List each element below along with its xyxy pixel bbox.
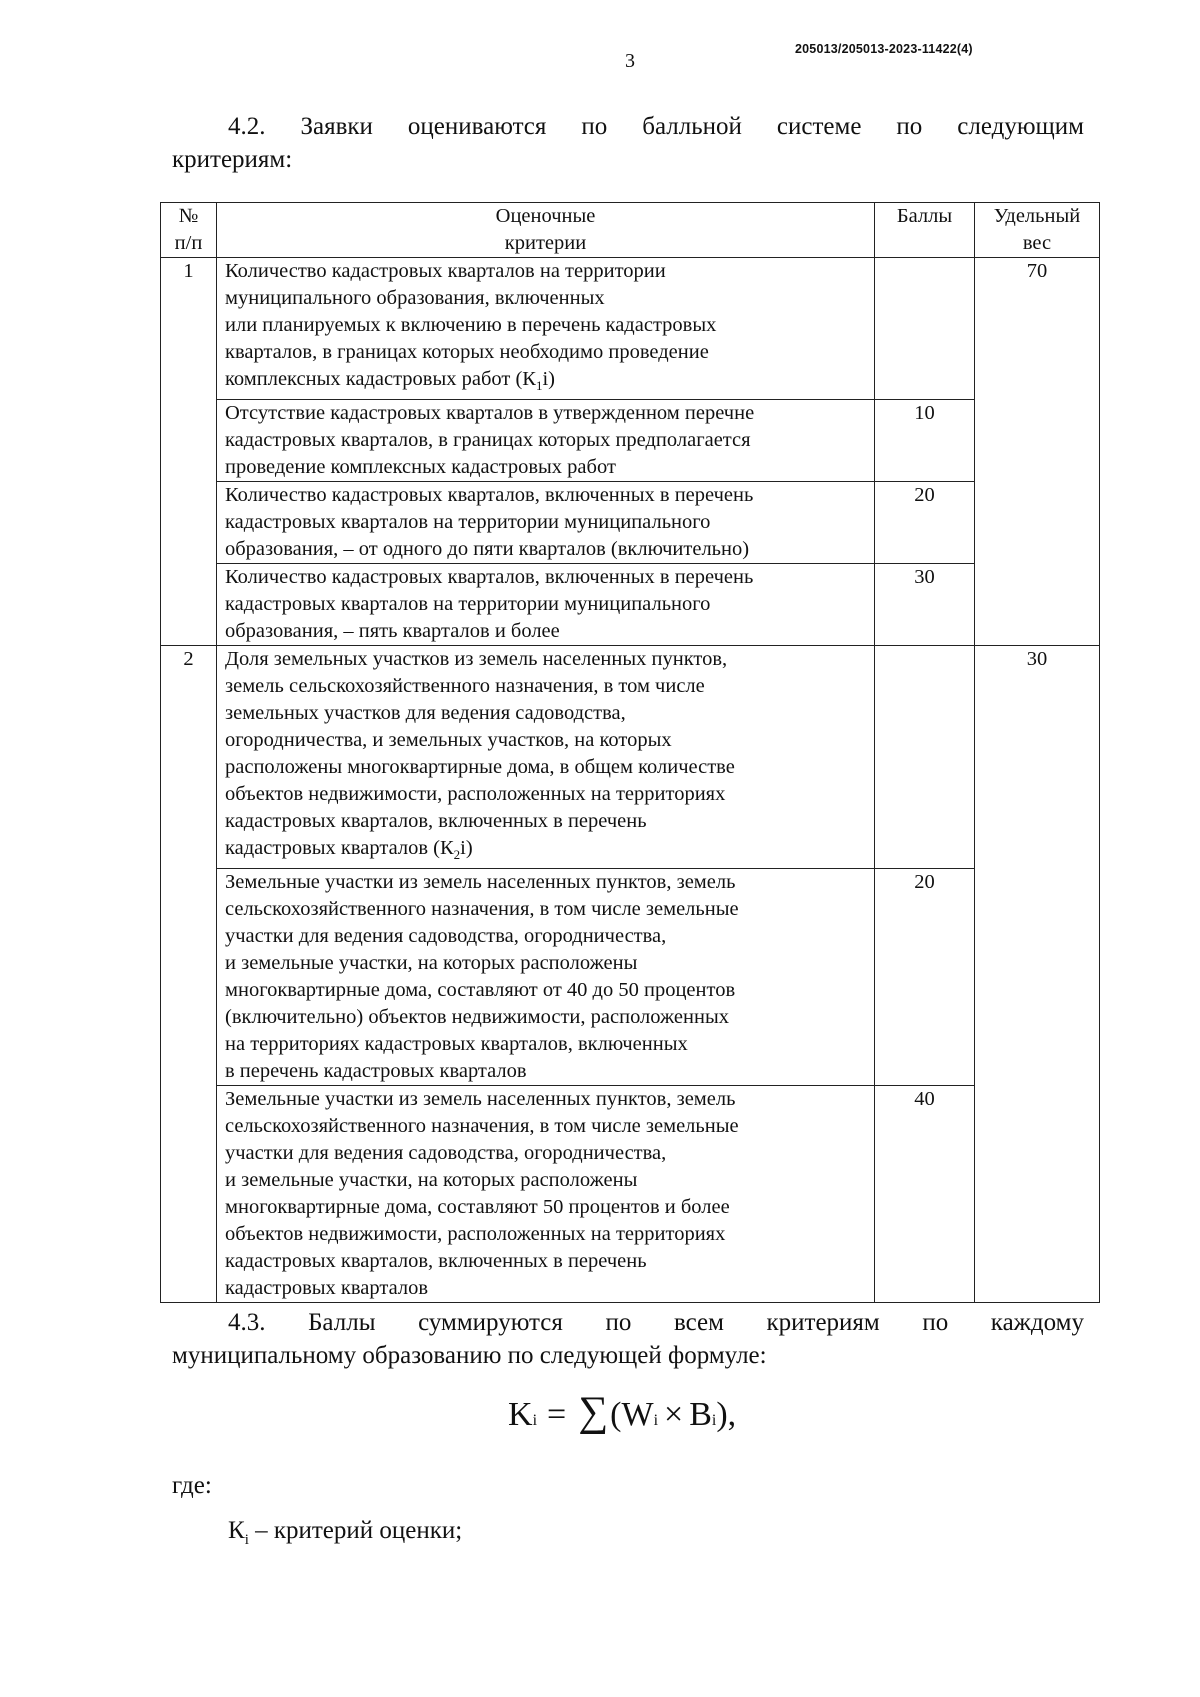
criterion-number: 2 [161,646,217,1303]
header-num: № п/п [161,203,217,258]
sub-criterion-text: Количество кадастровых кварталов, включенных в перечень кадастровых кварталов на территории муниципального образования, – от одного до пяти кварталов (включительно) [217,482,875,564]
criteria-table [160,202,1100,1303]
paragraph-4-2-line-1 [172,110,1084,143]
header-criteria: Оценочные критерии [217,203,875,258]
criterion-points-empty [875,646,975,869]
table-row [161,646,1100,869]
paragraph-4-2-word: Заявки [300,113,373,140]
table-row [161,564,1100,646]
sub-criterion-text: Количество кадастровых кварталов, включенных в перечень кадастровых кварталов на территории муниципального образования, – пять кварталов и более [217,564,875,646]
table-row [161,869,1100,1086]
sub-criterion-text: Земельные участки из земель населенных пунктов, земель сельскохозяйственного назначения, в том числе земельные участки для ведения садоводства, огородничества, и земельные участки, на которых расположены многоквартирные дома, составляют 50 процентов и более объектов недвижимости, расположенных на территориях кадастровых кварталов, включенных в перечень кадастровых кварталов [217,1086,875,1303]
paragraph-4-3-word: по [605,1309,632,1336]
criterion-title-suffix: i) [542,368,556,390]
criterion-number: 1 [161,258,217,646]
paragraph-4-2-word: по [581,113,608,140]
criterion-title [217,646,875,869]
sub-criterion-points: 20 [875,482,975,564]
criterion-weight: 70 [975,258,1100,646]
criterion-title [217,258,875,400]
paragraph-4-2-word: по [896,113,923,140]
formula-equals: = [547,1396,567,1433]
paragraph-4-3-word: критериям [766,1309,880,1336]
sub-criterion-points: 20 [875,869,975,1086]
paragraph-4-2-number: 4.2. [228,113,266,140]
paragraph-4-3-word: всем [673,1309,724,1336]
score-formula [508,1388,736,1436]
header-weight: Удельный вес [975,203,1100,258]
document-id: 205013/205013-2023-11422(4) [795,42,973,56]
criterion-points-empty [875,258,975,400]
formula-w: W [621,1396,654,1433]
table-header-row [161,203,1100,258]
header-points: Баллы [875,203,975,258]
where-label: где: [172,1472,212,1499]
paragraph-4-2-word: оцениваются [407,113,547,140]
paragraph-4-3-word: по [922,1309,949,1336]
table-row [161,400,1100,482]
table-row [161,258,1100,400]
formula-times: × [664,1396,684,1433]
formula-w-sub: i [653,1412,659,1429]
formula-sum-symbol: ∑ [578,1389,609,1435]
paragraph-4-2-word: системе [776,113,862,140]
criterion-title-subscript: 2 [453,847,461,863]
paragraph-4-2-word: следующим [957,113,1084,140]
sub-criterion-points: 10 [875,400,975,482]
paragraph-4-2 [172,110,1084,176]
formula-b: B [689,1396,712,1433]
formula-open-paren: ( [610,1396,622,1433]
criterion-title-suffix: i) [460,837,473,860]
definition-symbol: К [228,1517,245,1544]
sub-criterion-points: 30 [875,564,975,646]
paragraph-4-3 [172,1306,1084,1372]
paragraph-4-2-line-2: критериям: [172,146,293,173]
definition-text: – критерий оценки; [248,1517,463,1544]
paragraph-4-3-line-2: муниципальному образованию по следующей формуле: [172,1342,767,1369]
sub-criterion-text: Земельные участки из земель населенных пунктов, земель сельскохозяйственного назначения, в том числе земельные участки для ведения садоводства, огородничества, и земельные участки, на которых расположены многоквартирные дома, составляют от 40 до 50 процентов (включительно) объектов недвижимости, расположенных на территориях кадастровых кварталов, включенных в перечень кадастровых кварталов [217,869,875,1086]
criterion-weight: 30 [975,646,1100,1303]
table-row [161,1086,1100,1303]
criterion-title-text: Количество кадастровых кварталов на территории муниципального образования, включенных или планируемых к включению в перечень кадастровых кварталов, в границах которых необходимо проведение комплексных кадастровых работ (К [225,260,717,390]
sub-criterion-text: Отсутствие кадастровых кварталов в утвержденном перечне кадастровых кварталов, в границах которых предполагается проведение комплексных кадастровых работ [217,400,875,482]
sub-criterion-points: 40 [875,1086,975,1303]
formula-lhs-sub: i [532,1412,538,1429]
criterion-title-subscript: 1 [535,378,543,394]
page-number: 3 [625,50,635,72]
formula-b-sub: i [711,1412,717,1429]
formula-close-paren: ), [716,1396,737,1433]
definition-sub: i [244,1532,249,1548]
table-row [161,482,1100,564]
paragraph-4-2-word: балльной [642,113,742,140]
formula-lhs: K [508,1396,533,1433]
paragraph-4-3-line-1 [172,1306,1084,1339]
definition-k [228,1517,462,1549]
paragraph-4-3-word: суммируются [418,1309,563,1336]
criteria-table-body [161,258,1100,1303]
paragraph-4-3-word: 4.3. [228,1309,266,1336]
paragraph-4-3-word: каждому [990,1309,1084,1336]
criterion-title-text: Доля земельных участков из земель населенных пунктов, земель сельскохозяйственного назначения, в том числе земельных участков для ведения садоводства, огородничества, и земельных участков, на которых расположены многоквартирные дома, в общем количестве объектов недвижимости, расположенных на территориях кадастровых кварталов, включенных в перечень кадастровых кварталов (К [225,648,735,860]
paragraph-4-3-word: Баллы [308,1309,376,1336]
